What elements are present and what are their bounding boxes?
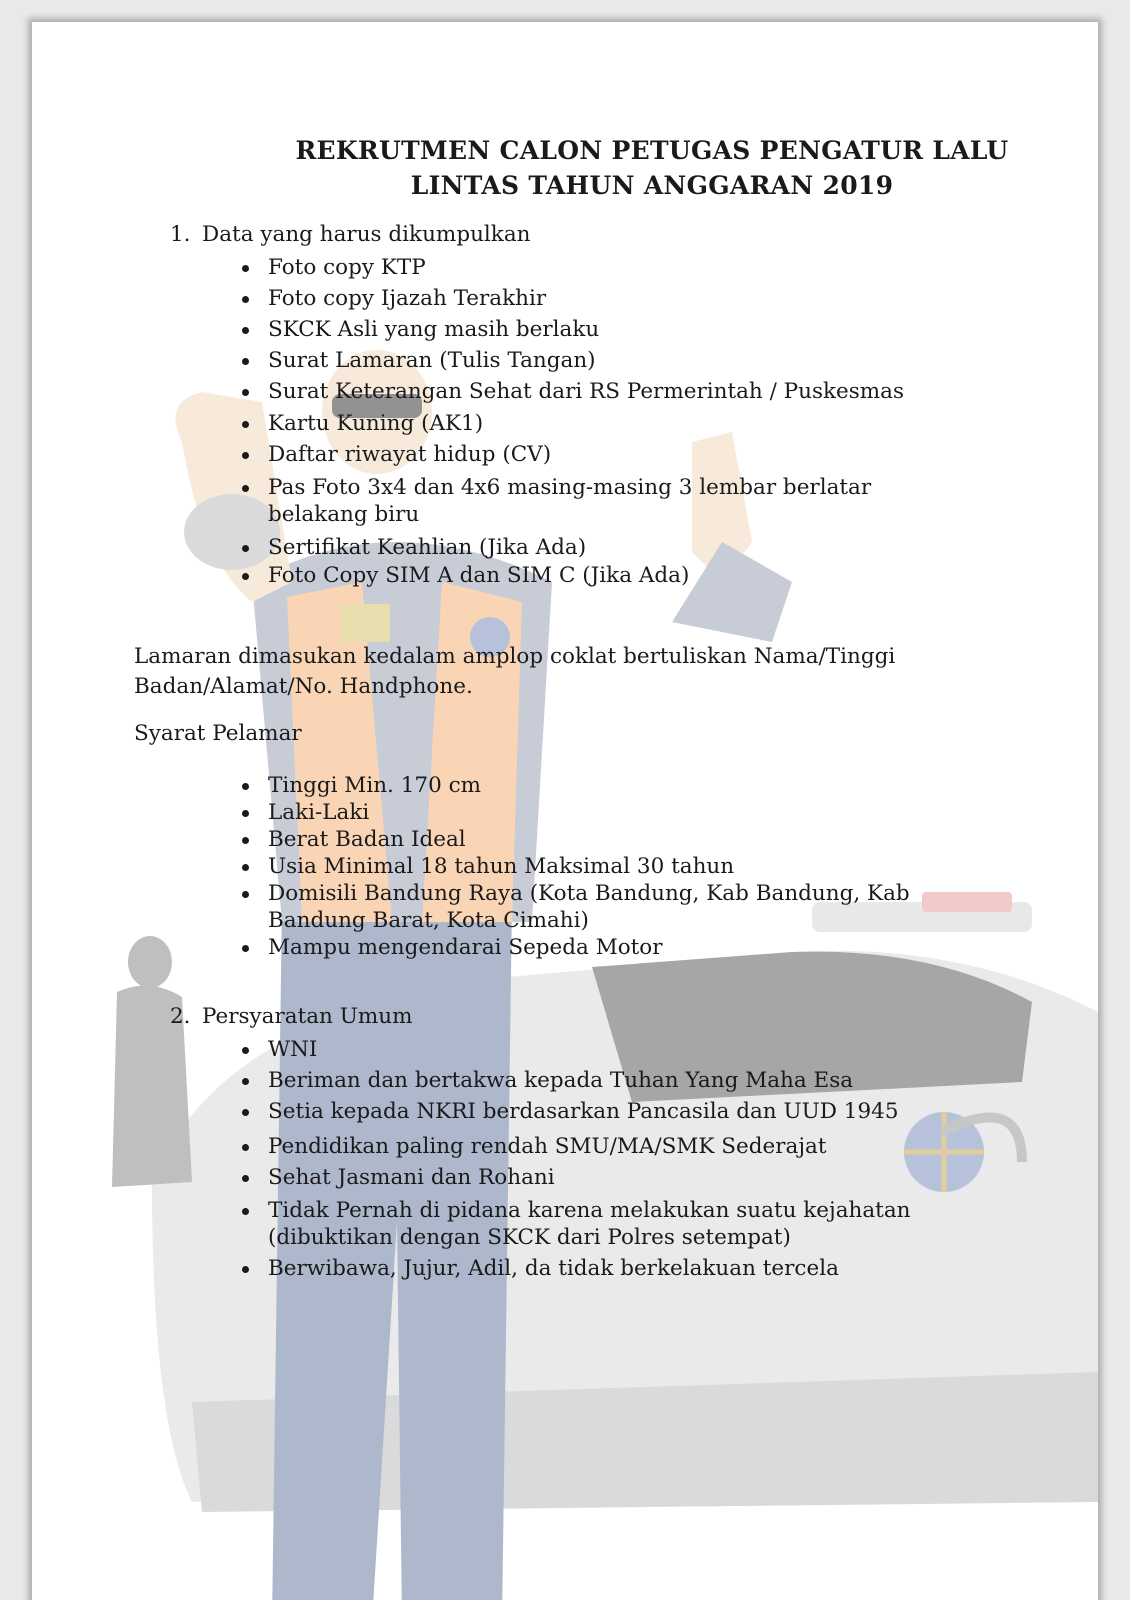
document-title-line-1: REKRUTMEN CALON PETUGAS PENGATUR LALU — [295, 136, 1009, 165]
list-item: Tidak Pernah di pidana karena melakukan suatu kejahatan (dibuktikan dengan SKCK dari Polres setempat) — [238, 1197, 968, 1251]
list-item: Sertifikat Keahlian (Jika Ada) — [238, 534, 998, 561]
list-item: Foto Copy SIM A dan SIM C (Jika Ada) — [238, 562, 998, 589]
document-page — [32, 22, 1098, 1600]
list-item: Setia kepada NKRI berdasarkan Pancasila dan UUD 1945 — [238, 1098, 998, 1125]
list-item: Foto copy KTP — [238, 254, 998, 281]
section-1-number: 1. — [170, 222, 191, 247]
list-item: SKCK Asli yang masih berlaku — [238, 316, 998, 343]
list-item: Laki-Laki — [238, 799, 998, 826]
syarat-list — [238, 772, 998, 961]
list-item: Berwibawa, Jujur, Adil, da tidak berkelakuan tercela — [238, 1255, 998, 1282]
list-item: Sehat Jasmani dan Rohani — [238, 1164, 998, 1191]
section-2-list — [238, 1036, 998, 1282]
section-2-number: 2. — [170, 1004, 191, 1029]
list-item: Tinggi Min. 170 cm — [238, 772, 998, 799]
list-item: Surat Keterangan Sehat dari RS Permerintah / Puskesmas — [238, 378, 998, 405]
list-item: Foto copy Ijazah Terakhir — [238, 285, 998, 312]
list-item: Domisili Bandung Raya (Kota Bandung, Kab Bandung, Kab Bandung Barat, Kota Cimahi) — [238, 880, 948, 934]
section-1-heading — [170, 222, 531, 247]
section-1-heading-text: Data yang harus dikumpulkan — [202, 222, 531, 247]
list-item: Daftar riwayat hidup (CV) — [238, 441, 998, 468]
list-item: Usia Minimal 18 tahun Maksimal 30 tahun — [238, 853, 998, 880]
document-content — [32, 22, 1098, 1600]
syarat-heading: Syarat Pelamar — [134, 721, 302, 746]
list-item: Berat Badan Ideal — [238, 826, 998, 853]
section-1-list — [238, 254, 998, 589]
list-item: Mampu mengendarai Sepeda Motor — [238, 934, 998, 961]
list-item: WNI — [238, 1036, 998, 1063]
list-item: Beriman dan bertakwa kepada Tuhan Yang Maha Esa — [238, 1067, 998, 1094]
list-item: Kartu Kuning (AK1) — [238, 410, 998, 437]
list-item: Surat Lamaran (Tulis Tangan) — [238, 347, 998, 374]
document-title-line-2: LINTAS TAHUN ANGGARAN 2019 — [410, 171, 894, 200]
section-2-heading — [170, 1004, 412, 1029]
list-item: Pas Foto 3x4 dan 4x6 masing-masing 3 lembar berlatar belakang biru — [238, 474, 888, 528]
section-2-heading-text: Persyaratan Umum — [202, 1004, 413, 1029]
submission-note: Lamaran dimasukan kedalam amplop coklat bertuliskan Nama/Tinggi Badan/Alamat/No. Handphone. — [134, 644, 896, 699]
list-item: Pendidikan paling rendah SMU/MA/SMK Sederajat — [238, 1133, 998, 1160]
